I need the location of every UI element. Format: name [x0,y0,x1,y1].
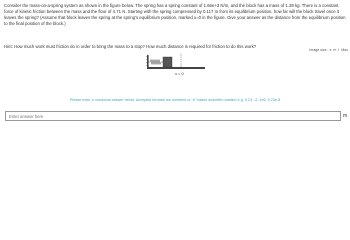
equilibrium-label-variable: x [175,70,177,76]
image-size-medium-link[interactable]: m [333,48,337,52]
image-size-small-link[interactable]: s [329,48,332,52]
question-text: Consider the mass-on-a-spring system as shown in the figure below. The spring has a spring constant of 1.66e+3 N/m, and the block has a mass of 1.39 kg. There is a constant force of kinetic friction between the mass and the floor of 4.71 N. Starting with the spring compressed by 0.117 m from its equilibrium position, how far will the block travel once it leaves the spring? (Assume that block leaves the spring at the spring's equilibrium position, marked x=0 in the figure. Give your answer as the distance from the equilibrium position to the final position of the block.) [4,3,346,27]
image-size-large-link[interactable]: l [338,48,340,52]
hint-text: Hint: How much work must friction do in order to bring the mass to a stop? How much distance is required for friction to do this work? [4,44,257,49]
mass-block [163,57,172,67]
image-size-label: Image size: [309,48,328,52]
answer-instructions: Please enter a numerical answer below. Accepted formats are numbers or "e" based scientific notation e.g. 0.23, -2, 1e6, 5.23e-8 [69,97,281,102]
floor [147,67,205,69]
spring-block-figure [146,53,206,79]
equilibrium-label-value: = 0 [177,70,184,76]
image-size-controls [309,48,348,53]
spring-coil [149,60,163,65]
image-size-max-link[interactable]: Max [341,48,348,52]
wall [146,55,149,67]
answer-unit: m [343,113,348,119]
equilibrium-label [175,71,184,76]
answer-input[interactable] [5,111,341,121]
